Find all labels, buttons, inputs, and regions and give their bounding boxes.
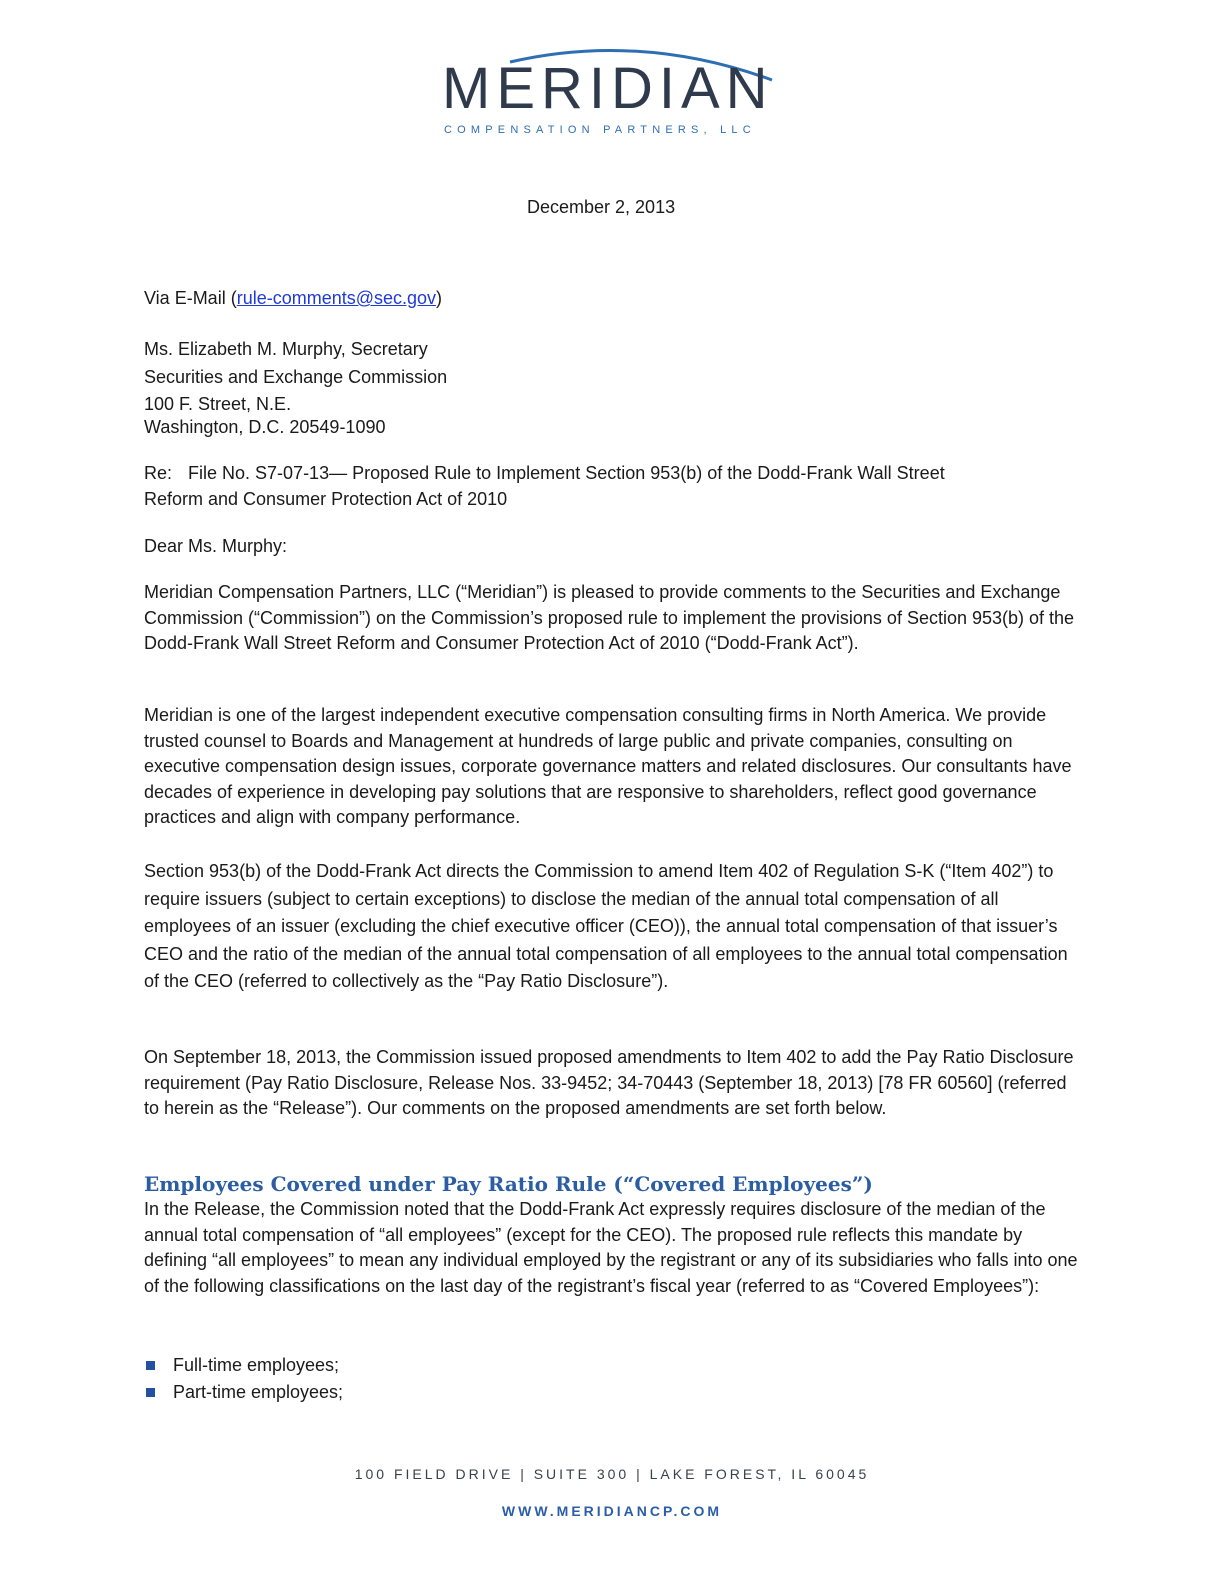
footer-address: 100 FIELD DRIVE | SUITE 300 | LAKE FOREST, IL 60045 xyxy=(354,1466,870,1482)
re-subject: File No. S7-07-13— Proposed Rule to Implement Section 953(b) of the Dodd-Frank Wall Street xyxy=(188,463,945,483)
recipient-name: Ms. Elizabeth M. Murphy, Secretary xyxy=(144,339,428,359)
covered-employees-list xyxy=(144,1352,343,1406)
footer-website-link[interactable]: WWW.MERIDIANCP.COM xyxy=(501,1503,723,1519)
square-bullet-icon xyxy=(146,1388,155,1397)
paragraph-covered-employees: In the Release, the Commission noted that the Dodd-Frank Act expressly requires disclosure of the median of the annual total compensation of “all employees” (except for the CEO). The proposed rule reflects this mandate by defining “all employees” to mean any individual employed by the registrant or any of its subsidiaries who falls into one of the following classifications on the last day of the registrant’s fiscal year (referred to as “Covered Employees”): xyxy=(144,1199,1078,1296)
re-line-1 xyxy=(144,461,945,486)
re-label: Re: xyxy=(144,463,173,483)
paragraph-intro: Meridian Compensation Partners, LLC (“Meridian”) is pleased to provide comments to the Securities and Exchange Commission (“Commission”) on the Commission’s proposed rule to implement the provisions of Section 953(b) of the Dodd-Frank Wall Street Reform and Consumer Protection Act of 2010 (“Dodd-Frank Act”). xyxy=(144,582,1075,653)
via-suffix: ) xyxy=(436,288,443,308)
logo-wordmark: MERIDIAN xyxy=(442,56,774,121)
recipient-city: Washington, D.C. 20549-1090 xyxy=(144,417,386,437)
paragraph-section-953: Section 953(b) of the Dodd-Frank Act directs the Commission to amend Item 402 of Regulation S-K (“Item 402”) to require issuers (subject to certain exceptions) to disclose the median of the annual total compensation of all employees of an issuer (excluding the chief executive officer (CEO)), the annual total compensation of that issuer’s CEO and the ratio of the median of the annual total compensation of all employees to the annual total compensation of the CEO (referred to collectively as the “Pay Ratio Disclosure”). xyxy=(144,861,1068,991)
logo-tagline: COMPENSATION PARTNERS, LLC xyxy=(444,124,756,136)
salutation: Dear Ms. Murphy: xyxy=(144,536,288,556)
letter-date: December 2, 2013 xyxy=(527,197,676,217)
company-logo xyxy=(440,38,780,138)
re-line-2: Reform and Consumer Protection Act of 2010 xyxy=(144,489,508,509)
via-email-line xyxy=(144,286,442,311)
email-link[interactable]: rule-comments@sec.gov xyxy=(236,288,437,308)
square-bullet-icon xyxy=(146,1361,155,1370)
recipient-street: 100 F. Street, N.E. xyxy=(144,394,292,414)
list-item-text: Full-time employees; xyxy=(173,1355,340,1375)
paragraph-release: On September 18, 2013, the Commission issued proposed amendments to Item 402 to add the Pay Ratio Disclosure requirement (Pay Ratio Disclosure, Release Nos. 33-9452; 34-70443 (September 18, 2013) [78 FR 60560] (referred to herein as the “Release”). Our comments on the proposed amendments are set forth below. xyxy=(144,1047,1074,1118)
recipient-org: Securities and Exchange Commission xyxy=(144,367,448,387)
section-heading: Employees Covered under Pay Ratio Rule (“Covered Employees”) xyxy=(144,1172,873,1196)
via-prefix: Via E-Mail ( xyxy=(144,288,237,308)
list-item-text: Part-time employees; xyxy=(173,1382,344,1402)
paragraph-about: Meridian is one of the largest independent executive compensation consulting firms in North America. We provide trusted counsel to Boards and Management at hundreds of large public and private companies, consulting on executive compensation design issues, corporate governance matters and related disclosures. Our consultants have decades of experience in developing pay solutions that are responsive to shareholders, reflect good governance practices and align with company performance. xyxy=(144,705,1072,827)
list-item xyxy=(144,1352,343,1379)
list-item xyxy=(144,1379,343,1406)
